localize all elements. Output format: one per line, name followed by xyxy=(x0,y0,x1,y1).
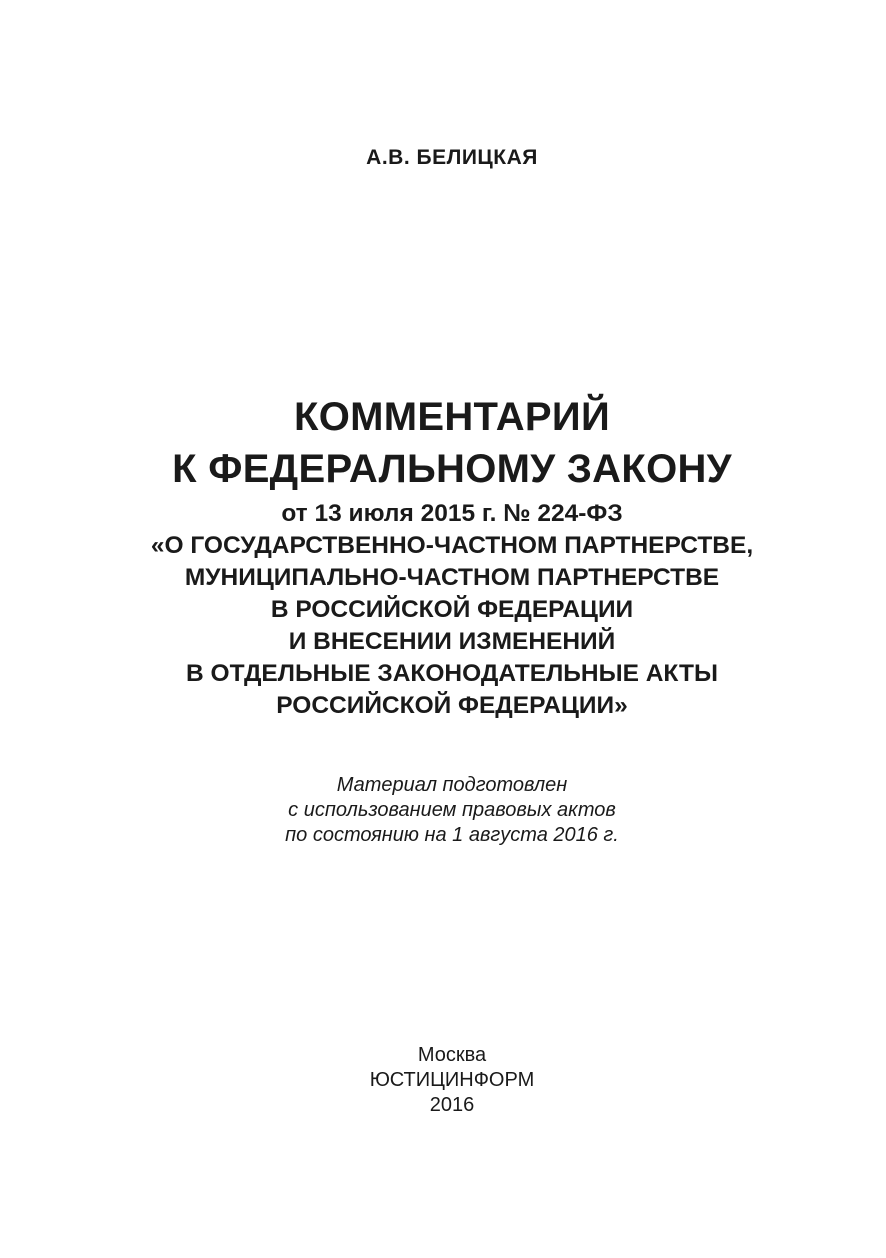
note-line: с использованием правовых актов xyxy=(288,799,616,821)
subtitle-line: от 13 июля 2015 г. № 224-ФЗ xyxy=(281,500,623,527)
imprint-publisher: ЮСТИЦИНФОРМ xyxy=(369,1069,535,1091)
book-title xyxy=(0,391,886,495)
title-line: К ФЕДЕРАЛЬНОМУ ЗАКОНУ xyxy=(172,447,732,491)
subtitle-line: РОССИЙСКОЙ ФЕДЕРАЦИИ» xyxy=(276,692,628,719)
law-subtitle xyxy=(0,498,886,722)
imprint xyxy=(0,1043,886,1118)
currency-note xyxy=(0,773,886,848)
note-line: по состоянию на 1 августа 2016 г. xyxy=(285,824,619,846)
subtitle-line: В РОССИЙСКОЙ ФЕДЕРАЦИИ xyxy=(270,596,634,623)
author-name: А.В. БЕЛИЦКАЯ xyxy=(366,146,538,169)
title-line: КОММЕНТАРИЙ xyxy=(293,395,610,439)
subtitle-line: «О ГОСУДАРСТВЕННО-ЧАСТНОМ ПАРТНЕРСТВЕ, xyxy=(150,532,754,559)
imprint-year: 2016 xyxy=(429,1094,475,1116)
imprint-city: Москва xyxy=(417,1044,487,1066)
subtitle-line: МУНИЦИПАЛЬНО-ЧАСТНОМ ПАРТНЕРСТВЕ xyxy=(184,564,720,591)
subtitle-line: В ОТДЕЛЬНЫЕ ЗАКОНОДАТЕЛЬНЫЕ АКТЫ xyxy=(186,660,718,687)
subtitle-line: И ВНЕСЕНИИ ИЗМЕНЕНИЙ xyxy=(288,628,616,655)
note-line: Материал подготовлен xyxy=(336,774,568,796)
